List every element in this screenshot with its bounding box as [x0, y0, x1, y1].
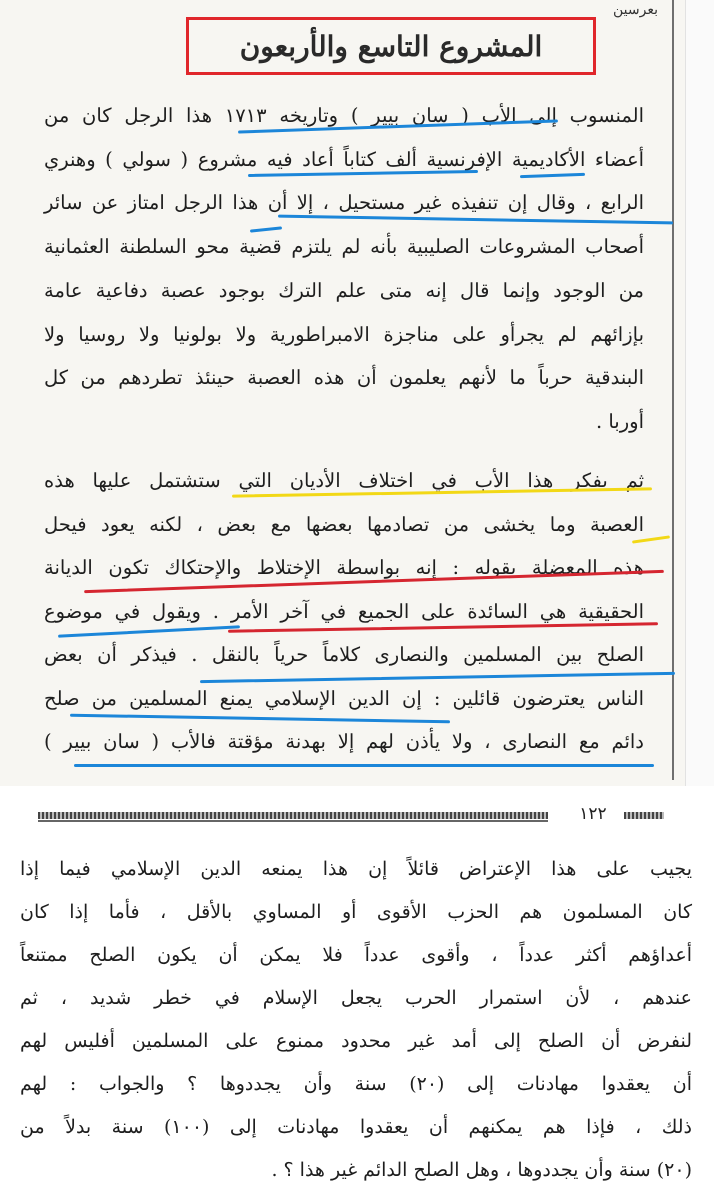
blue-underline: [74, 764, 654, 767]
text-line: لنفرض أن الصلح إلى أمد غير محدود ممنوع على المسلمين أفليس لهم: [20, 1030, 692, 1052]
text-line: أصحاب المشروعات الصليبية بأنه لم يلتزم قضية محو السلطنة العثمانية: [44, 235, 644, 258]
text-line: ذلك ، فإذا هم يمكنهم أن يعقدوا مهادنات إلى (١٠٠) سنة بدلاً من: [20, 1116, 693, 1138]
page-edge: [672, 0, 674, 780]
text-line: أعداؤهم أكثر عدداً ، وأقوى عدداً فلا يمكن أن يكون الصلح ممتنعاً: [20, 944, 692, 966]
text-line: عندهم ، لأن استمرار الحرب يجعل الإسلام في خطر شديد ، ثم: [20, 987, 692, 1009]
text-line: يجيب على هذا الإعتراض قائلاً إن هذا يمنعه الدين الإسلامي فيما إذا: [20, 858, 692, 880]
page-divider-right: [624, 812, 664, 819]
text-line: أوربا .: [595, 410, 644, 433]
text-line: بإزائهم لم يجرأو على مناجزة الامبراطورية ولا بولونيا ولا روسيا ولا: [44, 323, 644, 346]
text-line: دائم مع النصارى ، ولا يأذن لهم إلا بهدنة مؤقتة فالأب ( سان بيير ): [44, 730, 644, 753]
text-line: الرابع ، وقال إن تنفيذه غير مستحيل ، إلا أن هذا الرجل امتاز عن سائر: [44, 191, 644, 214]
text-line: أن يعقدوا مهادنات إلى (٢٠) سنة وأن يجددوها ؟ والجواب : لهم: [20, 1073, 692, 1095]
text-line: الصلح بين المسلمين والنصارى كلاماً حرياً بالنقل . فيذكر أن بعض: [44, 643, 644, 666]
text-line: من الوجود وإنما قال إنه متى علم الترك بوجود عصبة دفاعية عامة: [44, 279, 644, 302]
text-line: أعضاء الأكاديمية الإفرنسية ألف كتاباً أعاد فيه مشروع ( سولي ) وهنري: [44, 148, 644, 171]
text-line: الناس يعترضون قائلين : إن الدين الإسلامي يمنع المسلمين من صلح: [44, 687, 644, 710]
page-divider: [38, 812, 548, 819]
page-divider-line: [38, 820, 548, 822]
text-line: ثم يفكر هذا الأب في اختلاف الأديان التي ستشتمل عليها هذه: [44, 469, 644, 492]
text-line: كان المسلمون هم الحزب الأقوى أو المساوي بالأقل ، فأما إذا كان: [20, 901, 692, 923]
text-line: (٢٠) سنة وأن يجددوها ، وهل الصلح الدائم غير هذا ؟ .: [271, 1159, 692, 1181]
scan-margin: [685, 0, 714, 786]
text-line: هذه المعضلة بقوله : إنه بواسطة الإختلاط والإحتكاك تكون الديانة: [44, 556, 644, 579]
title-highlight-box: [186, 17, 596, 75]
text-line: المنسوب إلى الأب ( سان بيير ) وتاريخه ١٧١٣ هذا الرجل كان من: [44, 104, 644, 127]
page-title: المشروع التاسع والأربعون: [239, 29, 543, 63]
running-head: بعرسين: [613, 2, 658, 18]
text-line: البندقية حرباً ما لأنهم يعلمون أن هذه العصبة حينئذ تطردهم من كل: [44, 366, 644, 389]
text-line: الحقيقية هي السائدة على الجميع في آخر الأمر . ويقول في موضوع: [44, 600, 645, 623]
text-line: العصبة وما يخشى من تصادمها بعضها مع بعض ، لكنه يعود فيحل: [44, 513, 644, 536]
page-number: ١٢٢: [579, 804, 607, 824]
